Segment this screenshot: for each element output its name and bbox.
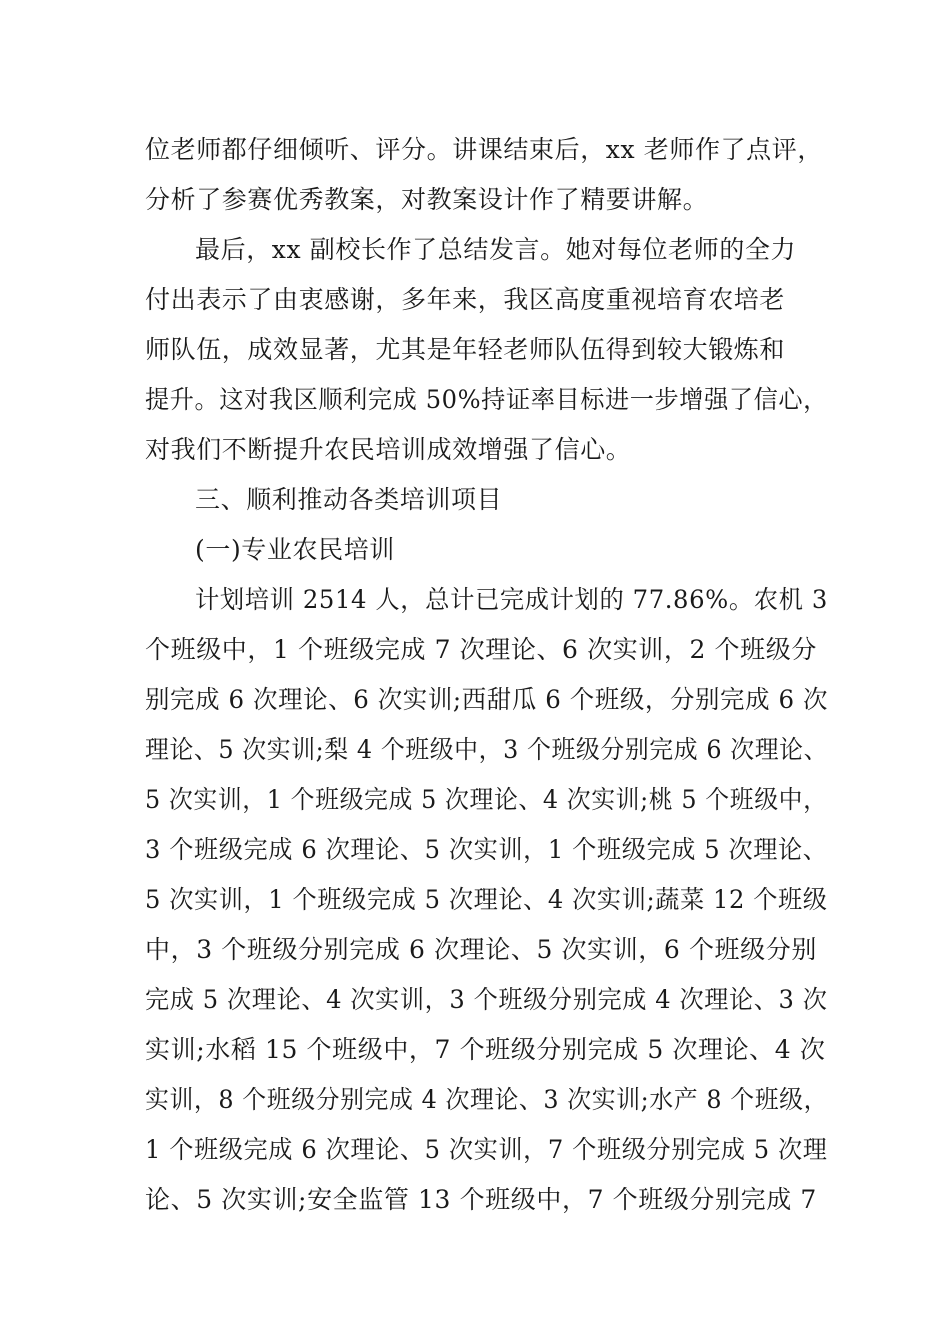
subsection-heading: (一)专业农民培训 [195,535,395,564]
paragraph-line: 别完成 6 次理论、6 次实训;西甜瓜 6 个班级，分别完成 6 次 [145,685,829,714]
paragraph-line: 5 次实训，1 个班级完成 5 次理论、4 次实训;桃 5 个班级中， [145,785,828,814]
paragraph-line: 中，3 个班级分别完成 6 次理论、5 次实训，6 个班级分别 [145,935,817,964]
paragraph-line: 论、5 次实训;安全监管 13 个班级中，7 个班级分别完成 7 [145,1185,817,1214]
paragraph-line: 实训;水稻 15 个班级中，7 个班级分别完成 5 次理论、4 次 [145,1035,826,1064]
paragraph-line: 个班级中，1 个班级完成 7 次理论、6 次实训，2 个班级分 [145,635,817,664]
paragraph-line: 分析了参赛优秀教案，对教案设计作了精要讲解。 [145,185,709,214]
paragraph-line: 对我们不断提升农民培训成效增强了信心。 [145,435,632,464]
paragraph-line: 5 次实训，1 个班级完成 5 次理论、4 次实训;蔬菜 12 个班级 [145,885,828,914]
paragraph-line: 师队伍，成效显著，尤其是年轻老师队伍得到较大锻炼和 [145,335,786,364]
paragraph-line: 提升。这对我区顺利完成 50%持证率目标进一步增强了信心， [145,385,828,414]
paragraph-line: 计划培训 2514 人，总计已完成计划的 77.86%。农机 3 [195,585,828,614]
paragraph-line: 3 个班级完成 6 次理论、5 次实训，1 个班级完成 5 次理论、 [145,835,828,864]
paragraph-line: 1 个班级完成 6 次理论、5 次实训，7 个班级分别完成 5 次理 [145,1135,828,1164]
section-heading: 三、顺利推动各类培训项目 [195,485,503,514]
paragraph-line: 最后，xx 副校长作了总结发言。她对每位老师的全力 [195,235,797,264]
paragraph-line: 实训，8 个班级分别完成 4 次理论、3 次实训;水产 8 个班级， [145,1085,829,1114]
paragraph-line: 付出表示了由衷感谢，多年来，我区高度重视培育农培老 [145,285,786,314]
paragraph-line: 完成 5 次理论、4 次实训，3 个班级分别完成 4 次理论、3 次 [145,985,828,1014]
paragraph-line: 位老师都仔细倾听、评分。讲课结束后，xx 老师作了点评， [145,135,823,164]
paragraph-line: 理论、5 次实训;梨 4 个班级中，3 个班级分别完成 6 次理论、 [145,735,829,764]
